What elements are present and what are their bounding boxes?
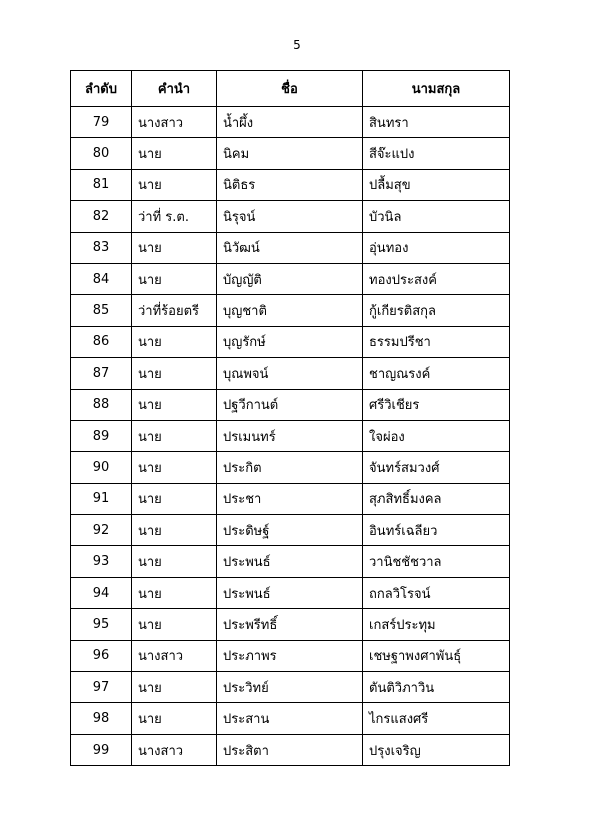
table-row — [71, 640, 510, 671]
cell-title-prefix: นาย — [132, 169, 217, 200]
cell-sequence: 82 — [71, 201, 132, 232]
cell-title-prefix: นาย — [132, 389, 217, 420]
cell-title-prefix: นาย — [132, 672, 217, 703]
cell-sequence: 90 — [71, 452, 132, 483]
cell-title-prefix: ว่าที่ร้อยตรี — [132, 295, 217, 326]
header-first-name: ชื่อ — [217, 71, 363, 107]
cell-title-prefix: นางสาว — [132, 640, 217, 671]
cell-sequence: 85 — [71, 295, 132, 326]
cell-first-name: ประพรีทธิ์ — [217, 609, 363, 640]
table-row — [71, 295, 510, 326]
cell-title-prefix: นาย — [132, 483, 217, 514]
table-row — [71, 577, 510, 608]
cell-first-name: ประดิษฐ์ — [217, 515, 363, 546]
cell-sequence: 84 — [71, 263, 132, 294]
cell-sequence: 91 — [71, 483, 132, 514]
cell-title-prefix: นาย — [132, 577, 217, 608]
cell-first-name: นิติธร — [217, 169, 363, 200]
cell-surname: สินทรา — [363, 107, 510, 138]
cell-surname: บัวนิล — [363, 201, 510, 232]
cell-surname: สีจ๊ะแปง — [363, 138, 510, 169]
cell-first-name: น้ำผึ้ง — [217, 107, 363, 138]
cell-sequence: 87 — [71, 358, 132, 389]
cell-first-name: ประสาน — [217, 703, 363, 734]
cell-surname: ถกลวิโรจน์ — [363, 577, 510, 608]
table-row — [71, 389, 510, 420]
cell-sequence: 94 — [71, 577, 132, 608]
cell-title-prefix: นาย — [132, 263, 217, 294]
cell-surname: กู้เกียรติสกุล — [363, 295, 510, 326]
cell-surname: จันทร์สมวงศ์ — [363, 452, 510, 483]
table-header-row — [71, 71, 510, 107]
cell-surname: ศรีวิเชียร — [363, 389, 510, 420]
cell-first-name: ประพนธ์ — [217, 546, 363, 577]
table-body — [71, 107, 510, 766]
cell-sequence: 79 — [71, 107, 132, 138]
cell-first-name: บุญชาติ — [217, 295, 363, 326]
cell-first-name: นิคม — [217, 138, 363, 169]
cell-first-name: ประกิต — [217, 452, 363, 483]
table-row — [71, 483, 510, 514]
cell-first-name: ประชา — [217, 483, 363, 514]
cell-title-prefix: นาย — [132, 232, 217, 263]
cell-title-prefix: นาย — [132, 452, 217, 483]
cell-title-prefix: นางสาว — [132, 734, 217, 765]
header-sequence: ลำดับ — [71, 71, 132, 107]
table-row — [71, 169, 510, 200]
table-row — [71, 358, 510, 389]
table-row — [71, 703, 510, 734]
cell-surname: อุ่นทอง — [363, 232, 510, 263]
cell-surname: เชษฐาพงศาพันธุ์ — [363, 640, 510, 671]
cell-title-prefix: นาย — [132, 609, 217, 640]
cell-title-prefix: ว่าที่ ร.ต. — [132, 201, 217, 232]
cell-title-prefix: นาย — [132, 515, 217, 546]
cell-sequence: 86 — [71, 326, 132, 357]
cell-surname: ทองประสงค์ — [363, 263, 510, 294]
table-row — [71, 201, 510, 232]
cell-first-name: ประภาพร — [217, 640, 363, 671]
cell-sequence: 80 — [71, 138, 132, 169]
cell-first-name: ประสิตา — [217, 734, 363, 765]
cell-surname: ใจผ่อง — [363, 420, 510, 451]
table-row — [71, 263, 510, 294]
cell-first-name: นิรุจน์ — [217, 201, 363, 232]
cell-surname: ปรุงเจริญ — [363, 734, 510, 765]
name-list-table — [70, 70, 510, 766]
cell-first-name: ปรเมนทร์ — [217, 420, 363, 451]
cell-surname: ปลื้มสุข — [363, 169, 510, 200]
cell-sequence: 81 — [71, 169, 132, 200]
cell-surname: ตันติวิภาวิน — [363, 672, 510, 703]
cell-sequence: 99 — [71, 734, 132, 765]
table-row — [71, 734, 510, 765]
cell-surname: สุภสิทธิ์มงคล — [363, 483, 510, 514]
page-number: 5 — [293, 38, 301, 52]
table-row — [71, 546, 510, 577]
cell-first-name: บุญรักษ์ — [217, 326, 363, 357]
cell-surname: ไกรแสงศรี — [363, 703, 510, 734]
cell-title-prefix: นาย — [132, 420, 217, 451]
cell-first-name: บุณพจน์ — [217, 358, 363, 389]
cell-sequence: 98 — [71, 703, 132, 734]
table-row — [71, 107, 510, 138]
cell-title-prefix: นาย — [132, 358, 217, 389]
cell-sequence: 88 — [71, 389, 132, 420]
table-row — [71, 420, 510, 451]
cell-sequence: 93 — [71, 546, 132, 577]
cell-sequence: 92 — [71, 515, 132, 546]
table-row — [71, 609, 510, 640]
table-row — [71, 232, 510, 263]
cell-title-prefix: นาย — [132, 138, 217, 169]
cell-first-name: ประพนธ์ — [217, 577, 363, 608]
table-row — [71, 452, 510, 483]
cell-sequence: 83 — [71, 232, 132, 263]
table-row — [71, 672, 510, 703]
table-row — [71, 326, 510, 357]
header-title-prefix: คำนำ — [132, 71, 217, 107]
cell-sequence: 97 — [71, 672, 132, 703]
cell-surname: อินทร์เฉลียว — [363, 515, 510, 546]
cell-first-name: ปฐวีกานต์ — [217, 389, 363, 420]
cell-sequence: 89 — [71, 420, 132, 451]
cell-first-name: ประวิทย์ — [217, 672, 363, 703]
cell-first-name: บัญญัติ — [217, 263, 363, 294]
header-surname: นามสกุล — [363, 71, 510, 107]
cell-title-prefix: นาย — [132, 703, 217, 734]
cell-title-prefix: นาย — [132, 326, 217, 357]
table-row — [71, 515, 510, 546]
table-row — [71, 138, 510, 169]
cell-title-prefix: นาย — [132, 546, 217, 577]
cell-sequence: 96 — [71, 640, 132, 671]
cell-first-name: นิวัฒน์ — [217, 232, 363, 263]
cell-surname: เกสร์ประทุม — [363, 609, 510, 640]
cell-sequence: 95 — [71, 609, 132, 640]
cell-surname: ชาญณรงค์ — [363, 358, 510, 389]
cell-title-prefix: นางสาว — [132, 107, 217, 138]
cell-surname: ธรรมปรีชา — [363, 326, 510, 357]
cell-surname: วานิชชัชวาล — [363, 546, 510, 577]
